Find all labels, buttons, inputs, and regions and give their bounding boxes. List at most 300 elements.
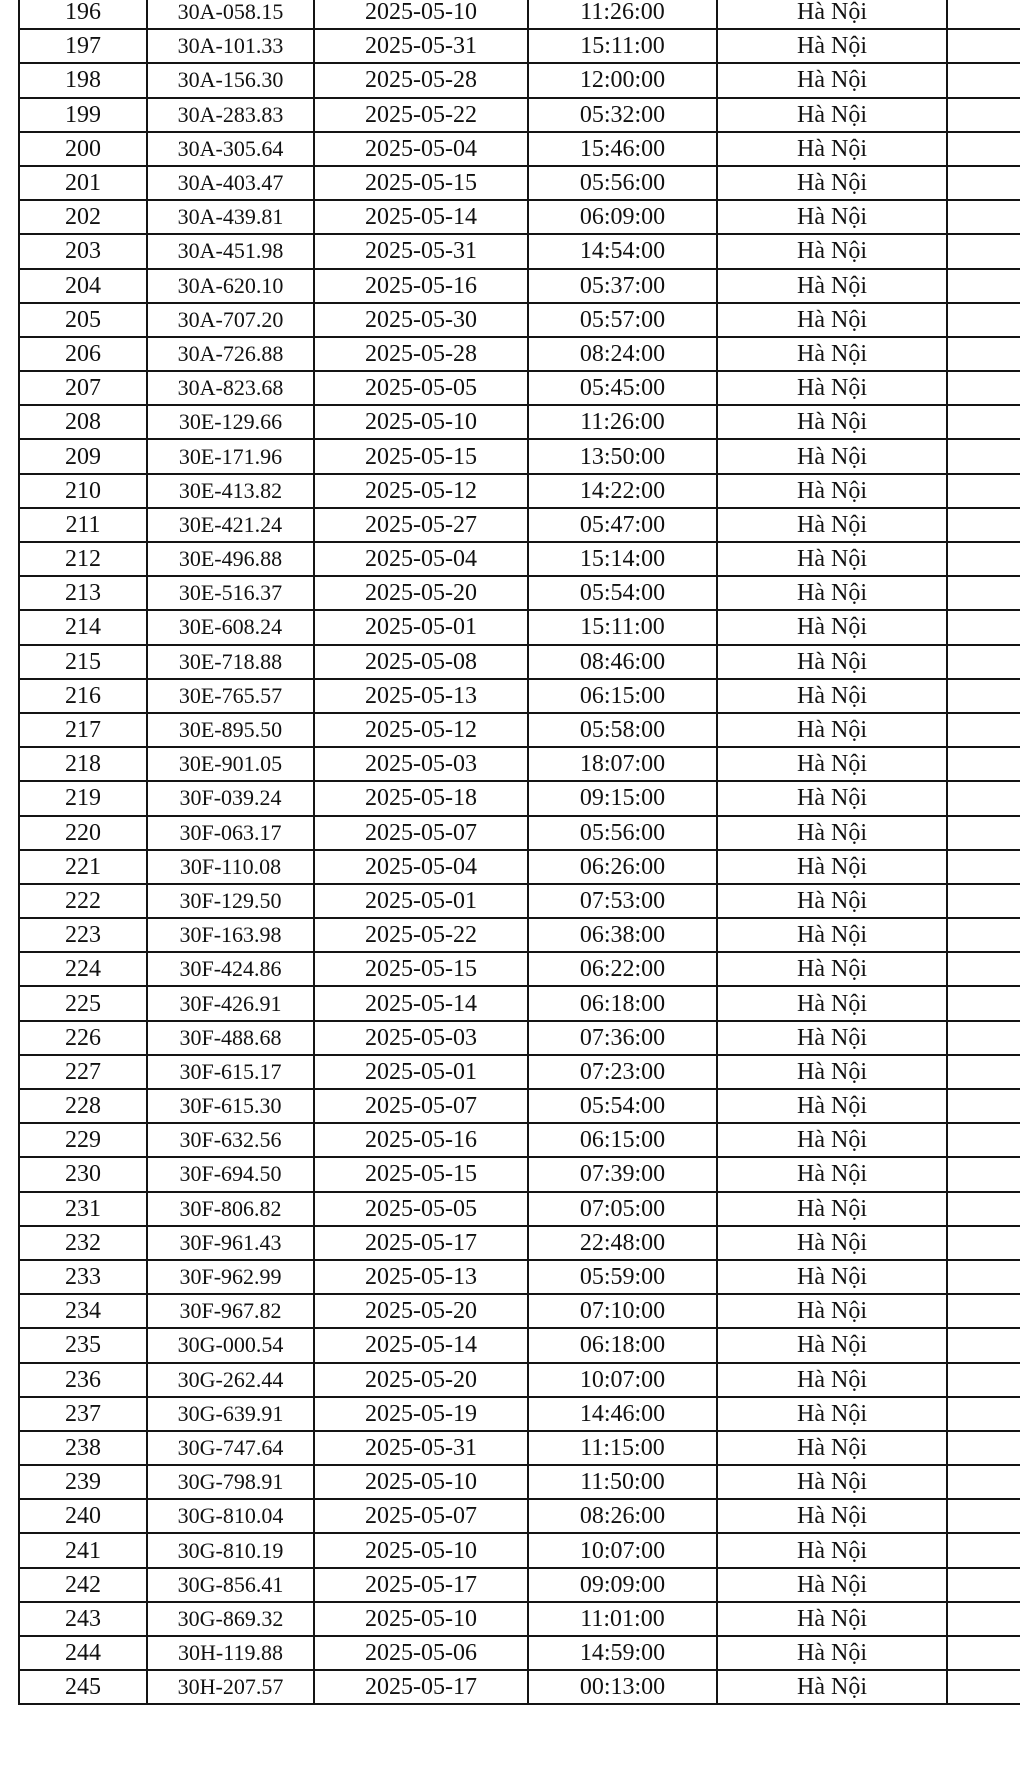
row-number-cell: 235	[19, 1328, 147, 1362]
date-cell: 2025-05-10	[314, 1602, 528, 1636]
location-cell: Hà Nội	[717, 713, 947, 747]
license-plate-cell: 30A-439.81	[147, 200, 314, 234]
license-plate-cell: 30A-451.98	[147, 234, 314, 268]
table-row	[19, 1636, 1020, 1670]
row-number-cell: 217	[19, 713, 147, 747]
empty-cell	[947, 1602, 1020, 1636]
row-number-cell: 233	[19, 1260, 147, 1294]
time-cell: 06:09:00	[528, 200, 717, 234]
empty-cell	[947, 576, 1020, 610]
license-plate-cell: 30F-129.50	[147, 884, 314, 918]
row-number-cell: 220	[19, 816, 147, 850]
date-cell: 2025-05-20	[314, 576, 528, 610]
date-cell: 2025-05-14	[314, 1328, 528, 1362]
location-cell: Hà Nội	[717, 679, 947, 713]
location-cell: Hà Nội	[717, 1226, 947, 1260]
date-cell: 2025-05-12	[314, 474, 528, 508]
empty-cell	[947, 234, 1020, 268]
row-number-cell: 245	[19, 1670, 147, 1704]
time-cell: 18:07:00	[528, 747, 717, 781]
location-cell: Hà Nội	[717, 1021, 947, 1055]
location-cell: Hà Nội	[717, 132, 947, 166]
date-cell: 2025-05-14	[314, 200, 528, 234]
location-cell: Hà Nội	[717, 986, 947, 1020]
row-number-cell: 227	[19, 1055, 147, 1089]
empty-cell	[947, 303, 1020, 337]
location-cell: Hà Nội	[717, 508, 947, 542]
location-cell: Hà Nội	[717, 1089, 947, 1123]
table-row	[19, 234, 1020, 268]
empty-cell	[947, 269, 1020, 303]
empty-cell	[947, 1328, 1020, 1362]
location-cell: Hà Nội	[717, 1602, 947, 1636]
empty-cell	[947, 1192, 1020, 1226]
row-number-cell: 198	[19, 63, 147, 97]
time-cell: 05:54:00	[528, 1089, 717, 1123]
license-plate-cell: 30F-488.68	[147, 1021, 314, 1055]
license-plate-cell: 30F-424.86	[147, 952, 314, 986]
table-row	[19, 1328, 1020, 1362]
row-number-cell: 211	[19, 508, 147, 542]
table-row	[19, 29, 1020, 63]
time-cell: 05:47:00	[528, 508, 717, 542]
empty-cell	[947, 29, 1020, 63]
date-cell: 2025-05-07	[314, 1089, 528, 1123]
empty-cell	[947, 1670, 1020, 1704]
date-cell: 2025-05-05	[314, 371, 528, 405]
date-cell: 2025-05-17	[314, 1226, 528, 1260]
time-cell: 22:48:00	[528, 1226, 717, 1260]
license-plate-cell: 30A-283.83	[147, 98, 314, 132]
empty-cell	[947, 781, 1020, 815]
table-row	[19, 1089, 1020, 1123]
license-plate-cell: 30F-961.43	[147, 1226, 314, 1260]
empty-cell	[947, 1294, 1020, 1328]
license-plate-cell: 30F-694.50	[147, 1157, 314, 1191]
license-plate-cell: 30G-869.32	[147, 1602, 314, 1636]
date-cell: 2025-05-28	[314, 337, 528, 371]
date-cell: 2025-05-01	[314, 884, 528, 918]
location-cell: Hà Nội	[717, 610, 947, 644]
empty-cell	[947, 200, 1020, 234]
table-body	[19, 0, 1020, 1704]
license-plate-cell: 30H-119.88	[147, 1636, 314, 1670]
empty-cell	[947, 439, 1020, 473]
license-plate-cell: 30E-413.82	[147, 474, 314, 508]
row-number-cell: 196	[19, 0, 147, 29]
empty-cell	[947, 1465, 1020, 1499]
date-cell: 2025-05-01	[314, 1055, 528, 1089]
table-row	[19, 1363, 1020, 1397]
license-plate-cell: 30G-639.91	[147, 1397, 314, 1431]
date-cell: 2025-05-17	[314, 1670, 528, 1704]
row-number-cell: 225	[19, 986, 147, 1020]
location-cell: Hà Nội	[717, 371, 947, 405]
date-cell: 2025-05-04	[314, 850, 528, 884]
table-row	[19, 884, 1020, 918]
empty-cell	[947, 1533, 1020, 1567]
date-cell: 2025-05-07	[314, 1499, 528, 1533]
location-cell: Hà Nội	[717, 1499, 947, 1533]
date-cell: 2025-05-10	[314, 405, 528, 439]
time-cell: 10:07:00	[528, 1533, 717, 1567]
row-number-cell: 210	[19, 474, 147, 508]
license-plate-cell: 30A-403.47	[147, 166, 314, 200]
date-cell: 2025-05-01	[314, 610, 528, 644]
time-cell: 14:54:00	[528, 234, 717, 268]
table-row	[19, 474, 1020, 508]
time-cell: 05:58:00	[528, 713, 717, 747]
time-cell: 10:07:00	[528, 1363, 717, 1397]
time-cell: 11:26:00	[528, 0, 717, 29]
row-number-cell: 231	[19, 1192, 147, 1226]
table-row	[19, 1260, 1020, 1294]
location-cell: Hà Nội	[717, 952, 947, 986]
location-cell: Hà Nội	[717, 918, 947, 952]
location-cell: Hà Nội	[717, 234, 947, 268]
license-plate-cell: 30F-615.30	[147, 1089, 314, 1123]
location-cell: Hà Nội	[717, 1260, 947, 1294]
license-plate-cell: 30E-901.05	[147, 747, 314, 781]
location-cell: Hà Nội	[717, 29, 947, 63]
location-cell: Hà Nội	[717, 1568, 947, 1602]
time-cell: 11:50:00	[528, 1465, 717, 1499]
license-plate-cell: 30A-305.64	[147, 132, 314, 166]
table-row	[19, 850, 1020, 884]
empty-cell	[947, 1363, 1020, 1397]
date-cell: 2025-05-14	[314, 986, 528, 1020]
license-plate-cell: 30A-823.68	[147, 371, 314, 405]
date-cell: 2025-05-16	[314, 269, 528, 303]
license-plate-cell: 30F-163.98	[147, 918, 314, 952]
empty-cell	[947, 1021, 1020, 1055]
location-cell: Hà Nội	[717, 1157, 947, 1191]
row-number-cell: 202	[19, 200, 147, 234]
empty-cell	[947, 986, 1020, 1020]
empty-cell	[947, 1499, 1020, 1533]
time-cell: 15:14:00	[528, 542, 717, 576]
row-number-cell: 212	[19, 542, 147, 576]
time-cell: 00:13:00	[528, 1670, 717, 1704]
row-number-cell: 243	[19, 1602, 147, 1636]
table-row	[19, 269, 1020, 303]
table-row	[19, 303, 1020, 337]
location-cell: Hà Nội	[717, 200, 947, 234]
license-plate-cell: 30F-962.99	[147, 1260, 314, 1294]
empty-cell	[947, 1636, 1020, 1670]
date-cell: 2025-05-03	[314, 1021, 528, 1055]
empty-cell	[947, 1226, 1020, 1260]
time-cell: 06:15:00	[528, 1123, 717, 1157]
license-plate-cell: 30G-810.19	[147, 1533, 314, 1567]
row-number-cell: 237	[19, 1397, 147, 1431]
time-cell: 14:46:00	[528, 1397, 717, 1431]
date-cell: 2025-05-18	[314, 781, 528, 815]
row-number-cell: 209	[19, 439, 147, 473]
time-cell: 14:22:00	[528, 474, 717, 508]
date-cell: 2025-05-06	[314, 1636, 528, 1670]
location-cell: Hà Nội	[717, 269, 947, 303]
location-cell: Hà Nội	[717, 1670, 947, 1704]
row-number-cell: 216	[19, 679, 147, 713]
empty-cell	[947, 405, 1020, 439]
empty-cell	[947, 1055, 1020, 1089]
row-number-cell: 244	[19, 1636, 147, 1670]
row-number-cell: 236	[19, 1363, 147, 1397]
license-plate-cell: 30F-039.24	[147, 781, 314, 815]
table-row	[19, 132, 1020, 166]
license-plate-cell: 30E-608.24	[147, 610, 314, 644]
row-number-cell: 241	[19, 1533, 147, 1567]
date-cell: 2025-05-12	[314, 713, 528, 747]
empty-cell	[947, 1157, 1020, 1191]
empty-cell	[947, 132, 1020, 166]
license-plate-cell: 30F-110.08	[147, 850, 314, 884]
date-cell: 2025-05-17	[314, 1568, 528, 1602]
time-cell: 05:56:00	[528, 166, 717, 200]
license-plate-cell: 30G-747.64	[147, 1431, 314, 1465]
table-row	[19, 1157, 1020, 1191]
empty-cell	[947, 166, 1020, 200]
time-cell: 08:24:00	[528, 337, 717, 371]
table-row	[19, 63, 1020, 97]
location-cell: Hà Nội	[717, 781, 947, 815]
location-cell: Hà Nội	[717, 1431, 947, 1465]
time-cell: 15:46:00	[528, 132, 717, 166]
date-cell: 2025-05-30	[314, 303, 528, 337]
time-cell: 06:26:00	[528, 850, 717, 884]
table-row	[19, 166, 1020, 200]
table-row	[19, 542, 1020, 576]
row-number-cell: 219	[19, 781, 147, 815]
row-number-cell: 215	[19, 645, 147, 679]
row-number-cell: 206	[19, 337, 147, 371]
row-number-cell: 197	[19, 29, 147, 63]
table-row	[19, 1192, 1020, 1226]
time-cell: 15:11:00	[528, 29, 717, 63]
location-cell: Hà Nội	[717, 747, 947, 781]
empty-cell	[947, 850, 1020, 884]
row-number-cell: 230	[19, 1157, 147, 1191]
empty-cell	[947, 337, 1020, 371]
license-plate-cell: 30G-262.44	[147, 1363, 314, 1397]
table-row	[19, 1499, 1020, 1533]
empty-cell	[947, 884, 1020, 918]
license-plate-cell: 30H-207.57	[147, 1670, 314, 1704]
time-cell: 05:37:00	[528, 269, 717, 303]
license-plate-cell: 30E-765.57	[147, 679, 314, 713]
empty-cell	[947, 645, 1020, 679]
time-cell: 05:45:00	[528, 371, 717, 405]
date-cell: 2025-05-08	[314, 645, 528, 679]
violations-table	[18, 0, 1020, 1705]
location-cell: Hà Nội	[717, 1533, 947, 1567]
time-cell: 11:26:00	[528, 405, 717, 439]
location-cell: Hà Nội	[717, 1123, 947, 1157]
license-plate-cell: 30G-000.54	[147, 1328, 314, 1362]
empty-cell	[947, 918, 1020, 952]
date-cell: 2025-05-20	[314, 1294, 528, 1328]
time-cell: 07:10:00	[528, 1294, 717, 1328]
table-row	[19, 1533, 1020, 1567]
date-cell: 2025-05-16	[314, 1123, 528, 1157]
row-number-cell: 213	[19, 576, 147, 610]
license-plate-cell: 30G-856.41	[147, 1568, 314, 1602]
table-row	[19, 1055, 1020, 1089]
time-cell: 05:56:00	[528, 816, 717, 850]
row-number-cell: 226	[19, 1021, 147, 1055]
time-cell: 08:46:00	[528, 645, 717, 679]
time-cell: 12:00:00	[528, 63, 717, 97]
empty-cell	[947, 1123, 1020, 1157]
table-row	[19, 952, 1020, 986]
location-cell: Hà Nội	[717, 405, 947, 439]
table-row	[19, 439, 1020, 473]
row-number-cell: 240	[19, 1499, 147, 1533]
date-cell: 2025-05-15	[314, 1157, 528, 1191]
license-plate-cell: 30A-058.15	[147, 0, 314, 29]
table-row	[19, 1568, 1020, 1602]
empty-cell	[947, 508, 1020, 542]
location-cell: Hà Nội	[717, 303, 947, 337]
time-cell: 06:22:00	[528, 952, 717, 986]
table-row	[19, 1431, 1020, 1465]
date-cell: 2025-05-10	[314, 1465, 528, 1499]
row-number-cell: 224	[19, 952, 147, 986]
date-cell: 2025-05-31	[314, 234, 528, 268]
license-plate-cell: 30A-707.20	[147, 303, 314, 337]
date-cell: 2025-05-05	[314, 1192, 528, 1226]
location-cell: Hà Nội	[717, 1328, 947, 1362]
row-number-cell: 201	[19, 166, 147, 200]
row-number-cell: 232	[19, 1226, 147, 1260]
license-plate-cell: 30F-615.17	[147, 1055, 314, 1089]
table-row	[19, 747, 1020, 781]
date-cell: 2025-05-13	[314, 679, 528, 713]
date-cell: 2025-05-04	[314, 132, 528, 166]
row-number-cell: 205	[19, 303, 147, 337]
row-number-cell: 223	[19, 918, 147, 952]
table-row	[19, 371, 1020, 405]
location-cell: Hà Nội	[717, 850, 947, 884]
table-row	[19, 679, 1020, 713]
row-number-cell: 234	[19, 1294, 147, 1328]
license-plate-cell: 30F-967.82	[147, 1294, 314, 1328]
time-cell: 05:59:00	[528, 1260, 717, 1294]
table-row	[19, 337, 1020, 371]
location-cell: Hà Nội	[717, 1055, 947, 1089]
empty-cell	[947, 1568, 1020, 1602]
table-row	[19, 98, 1020, 132]
date-cell: 2025-05-31	[314, 1431, 528, 1465]
row-number-cell: 199	[19, 98, 147, 132]
time-cell: 07:36:00	[528, 1021, 717, 1055]
empty-cell	[947, 63, 1020, 97]
time-cell: 13:50:00	[528, 439, 717, 473]
date-cell: 2025-05-15	[314, 166, 528, 200]
empty-cell	[947, 1089, 1020, 1123]
location-cell: Hà Nội	[717, 816, 947, 850]
license-plate-cell: 30A-726.88	[147, 337, 314, 371]
time-cell: 05:32:00	[528, 98, 717, 132]
row-number-cell: 228	[19, 1089, 147, 1123]
table-row	[19, 1602, 1020, 1636]
table-row	[19, 576, 1020, 610]
empty-cell	[947, 0, 1020, 29]
table-row	[19, 645, 1020, 679]
time-cell: 14:59:00	[528, 1636, 717, 1670]
row-number-cell: 221	[19, 850, 147, 884]
location-cell: Hà Nội	[717, 1397, 947, 1431]
location-cell: Hà Nội	[717, 0, 947, 29]
time-cell: 07:05:00	[528, 1192, 717, 1226]
date-cell: 2025-05-04	[314, 542, 528, 576]
date-cell: 2025-05-03	[314, 747, 528, 781]
document-page	[18, 0, 1020, 1705]
date-cell: 2025-05-31	[314, 29, 528, 63]
empty-cell	[947, 1397, 1020, 1431]
table-row	[19, 816, 1020, 850]
row-number-cell: 208	[19, 405, 147, 439]
location-cell: Hà Nội	[717, 337, 947, 371]
license-plate-cell: 30E-496.88	[147, 542, 314, 576]
table-row	[19, 1123, 1020, 1157]
empty-cell	[947, 679, 1020, 713]
time-cell: 15:11:00	[528, 610, 717, 644]
row-number-cell: 214	[19, 610, 147, 644]
table-row	[19, 1021, 1020, 1055]
license-plate-cell: 30E-516.37	[147, 576, 314, 610]
row-number-cell: 238	[19, 1431, 147, 1465]
license-plate-cell: 30A-101.33	[147, 29, 314, 63]
row-number-cell: 207	[19, 371, 147, 405]
location-cell: Hà Nội	[717, 439, 947, 473]
date-cell: 2025-05-19	[314, 1397, 528, 1431]
empty-cell	[947, 542, 1020, 576]
location-cell: Hà Nội	[717, 884, 947, 918]
empty-cell	[947, 1431, 1020, 1465]
location-cell: Hà Nội	[717, 576, 947, 610]
location-cell: Hà Nội	[717, 1192, 947, 1226]
table-row	[19, 1226, 1020, 1260]
empty-cell	[947, 747, 1020, 781]
time-cell: 09:09:00	[528, 1568, 717, 1602]
empty-cell	[947, 371, 1020, 405]
empty-cell	[947, 98, 1020, 132]
empty-cell	[947, 610, 1020, 644]
time-cell: 08:26:00	[528, 1499, 717, 1533]
date-cell: 2025-05-10	[314, 0, 528, 29]
empty-cell	[947, 952, 1020, 986]
date-cell: 2025-05-15	[314, 439, 528, 473]
license-plate-cell: 30A-156.30	[147, 63, 314, 97]
license-plate-cell: 30E-421.24	[147, 508, 314, 542]
table-row	[19, 405, 1020, 439]
license-plate-cell: 30G-810.04	[147, 1499, 314, 1533]
row-number-cell: 239	[19, 1465, 147, 1499]
row-number-cell: 204	[19, 269, 147, 303]
license-plate-cell: 30E-171.96	[147, 439, 314, 473]
time-cell: 06:18:00	[528, 1328, 717, 1362]
time-cell: 07:39:00	[528, 1157, 717, 1191]
table-row	[19, 1294, 1020, 1328]
location-cell: Hà Nội	[717, 1636, 947, 1670]
date-cell: 2025-05-13	[314, 1260, 528, 1294]
time-cell: 06:15:00	[528, 679, 717, 713]
time-cell: 09:15:00	[528, 781, 717, 815]
table-row	[19, 610, 1020, 644]
empty-cell	[947, 474, 1020, 508]
